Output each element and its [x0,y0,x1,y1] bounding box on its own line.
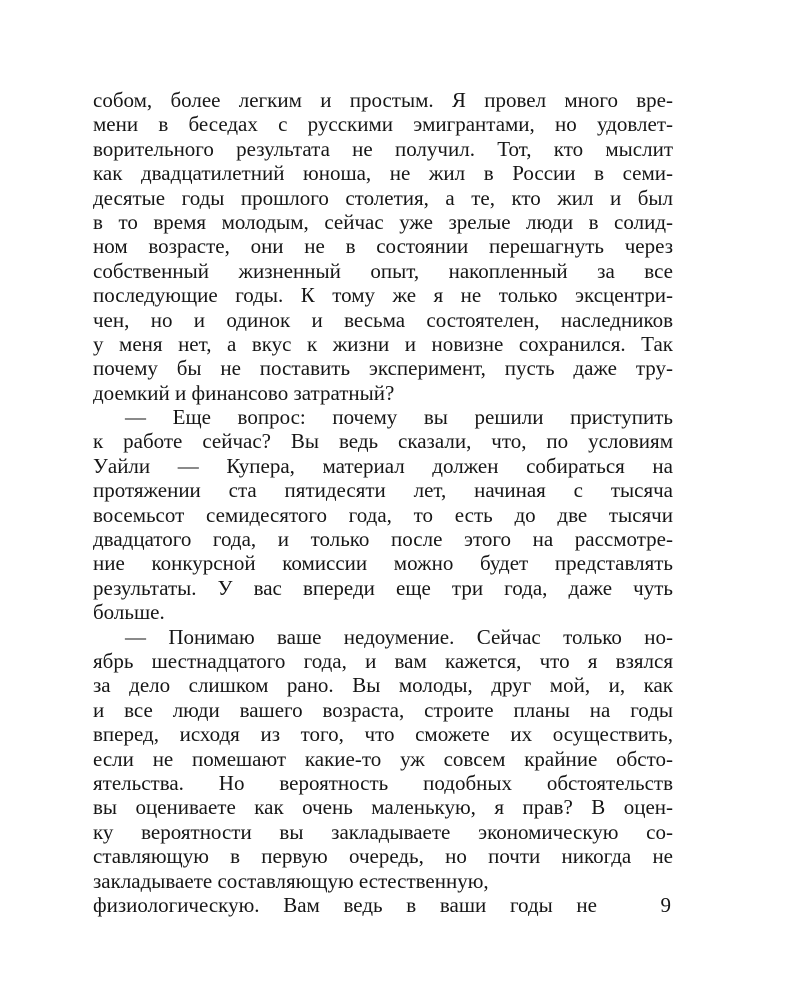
text-line: ние конкурсной комиссии можно будет представлять [93,551,673,576]
text-line: ятельства. Но вероятность подобных обстоятельств [93,770,673,795]
text-line: собом, более легким и простым. Я провел много вре- [93,88,673,112]
text-line: мени в беседах с русскими эмигрантами, но удовлет- [93,112,673,137]
text-line: чен, но и одинок и весьма состоятелен, наследников [93,307,673,332]
text-line: результаты. У вас впереди еще три года, даже чуть [93,575,673,600]
text-line: закладываете составляющую естественную, [93,868,489,893]
text-line: восемьсот семидесятого года, то есть до две тысячи [93,502,673,527]
text-line: к работе сейчас? Вы ведь сказали, что, по условиям [93,429,673,454]
text-line: вперед, исходя из того, что сможете их осуществить, [93,722,673,747]
text-line: двадцатого года, и только после этого на рассмотре- [93,527,673,552]
text-line: физиологическую. Вам ведь в ваши годы не [93,892,597,917]
text-line: если не помешают какие-то уж совсем крайние обсто- [93,746,673,771]
book-page [93,88,673,917]
last-line-row [93,893,673,917]
text-line: за дело слишком рано. Вы молоды, друг мой, и, как [93,673,673,698]
text-line: последующие годы. К тому же я не только эксцентри- [93,283,673,308]
text-line: собственный жизненный опыт, накопленный за все [93,258,673,283]
text-line: как двадцатилетний юноша, не жил в России в семи- [93,161,673,186]
text-line: — Еще вопрос: почему вы решили приступить [125,405,673,430]
text-line: ябрь шестнадцатого года, и вам кажется, что я взялся [93,648,673,673]
text-line: доемкий и финансово затратный? [93,380,395,405]
text-line: протяжении ста пятидесяти лет, начиная с тысяча [93,478,673,503]
text-line: ном возрасте, они не в состоянии перешагнуть через [93,234,673,259]
text-line: у меня нет, а вкус к жизни и новизне сохранился. Так [93,331,673,356]
text-line: ставляющую в первую очередь, но почти никогда не [93,844,673,869]
text-line: Уайли — Купера, материал должен собираться на [93,453,673,478]
text-line: в то время молодым, сейчас уже зрелые люди в солид- [93,209,673,234]
text-line: вы оцениваете как очень маленькую, я прав? В оцен- [93,795,673,820]
text-line: больше. [93,600,165,625]
text-line: ворительного результата не получил. Тот, кто мыслит [93,136,673,161]
text-line: ку вероятности вы закладываете экономическую со- [93,819,673,844]
page-number: 9 [660,892,671,917]
text-line: десятые годы прошлого столетия, а те, кто жил и был [93,185,673,210]
text-line: почему бы не поставить эксперимент, пусть даже тру- [93,356,673,381]
text-line: — Понимаю ваше недоумение. Сейчас только но- [125,624,673,649]
text-line: и все люди вашего возраста, строите планы на годы [93,697,673,722]
